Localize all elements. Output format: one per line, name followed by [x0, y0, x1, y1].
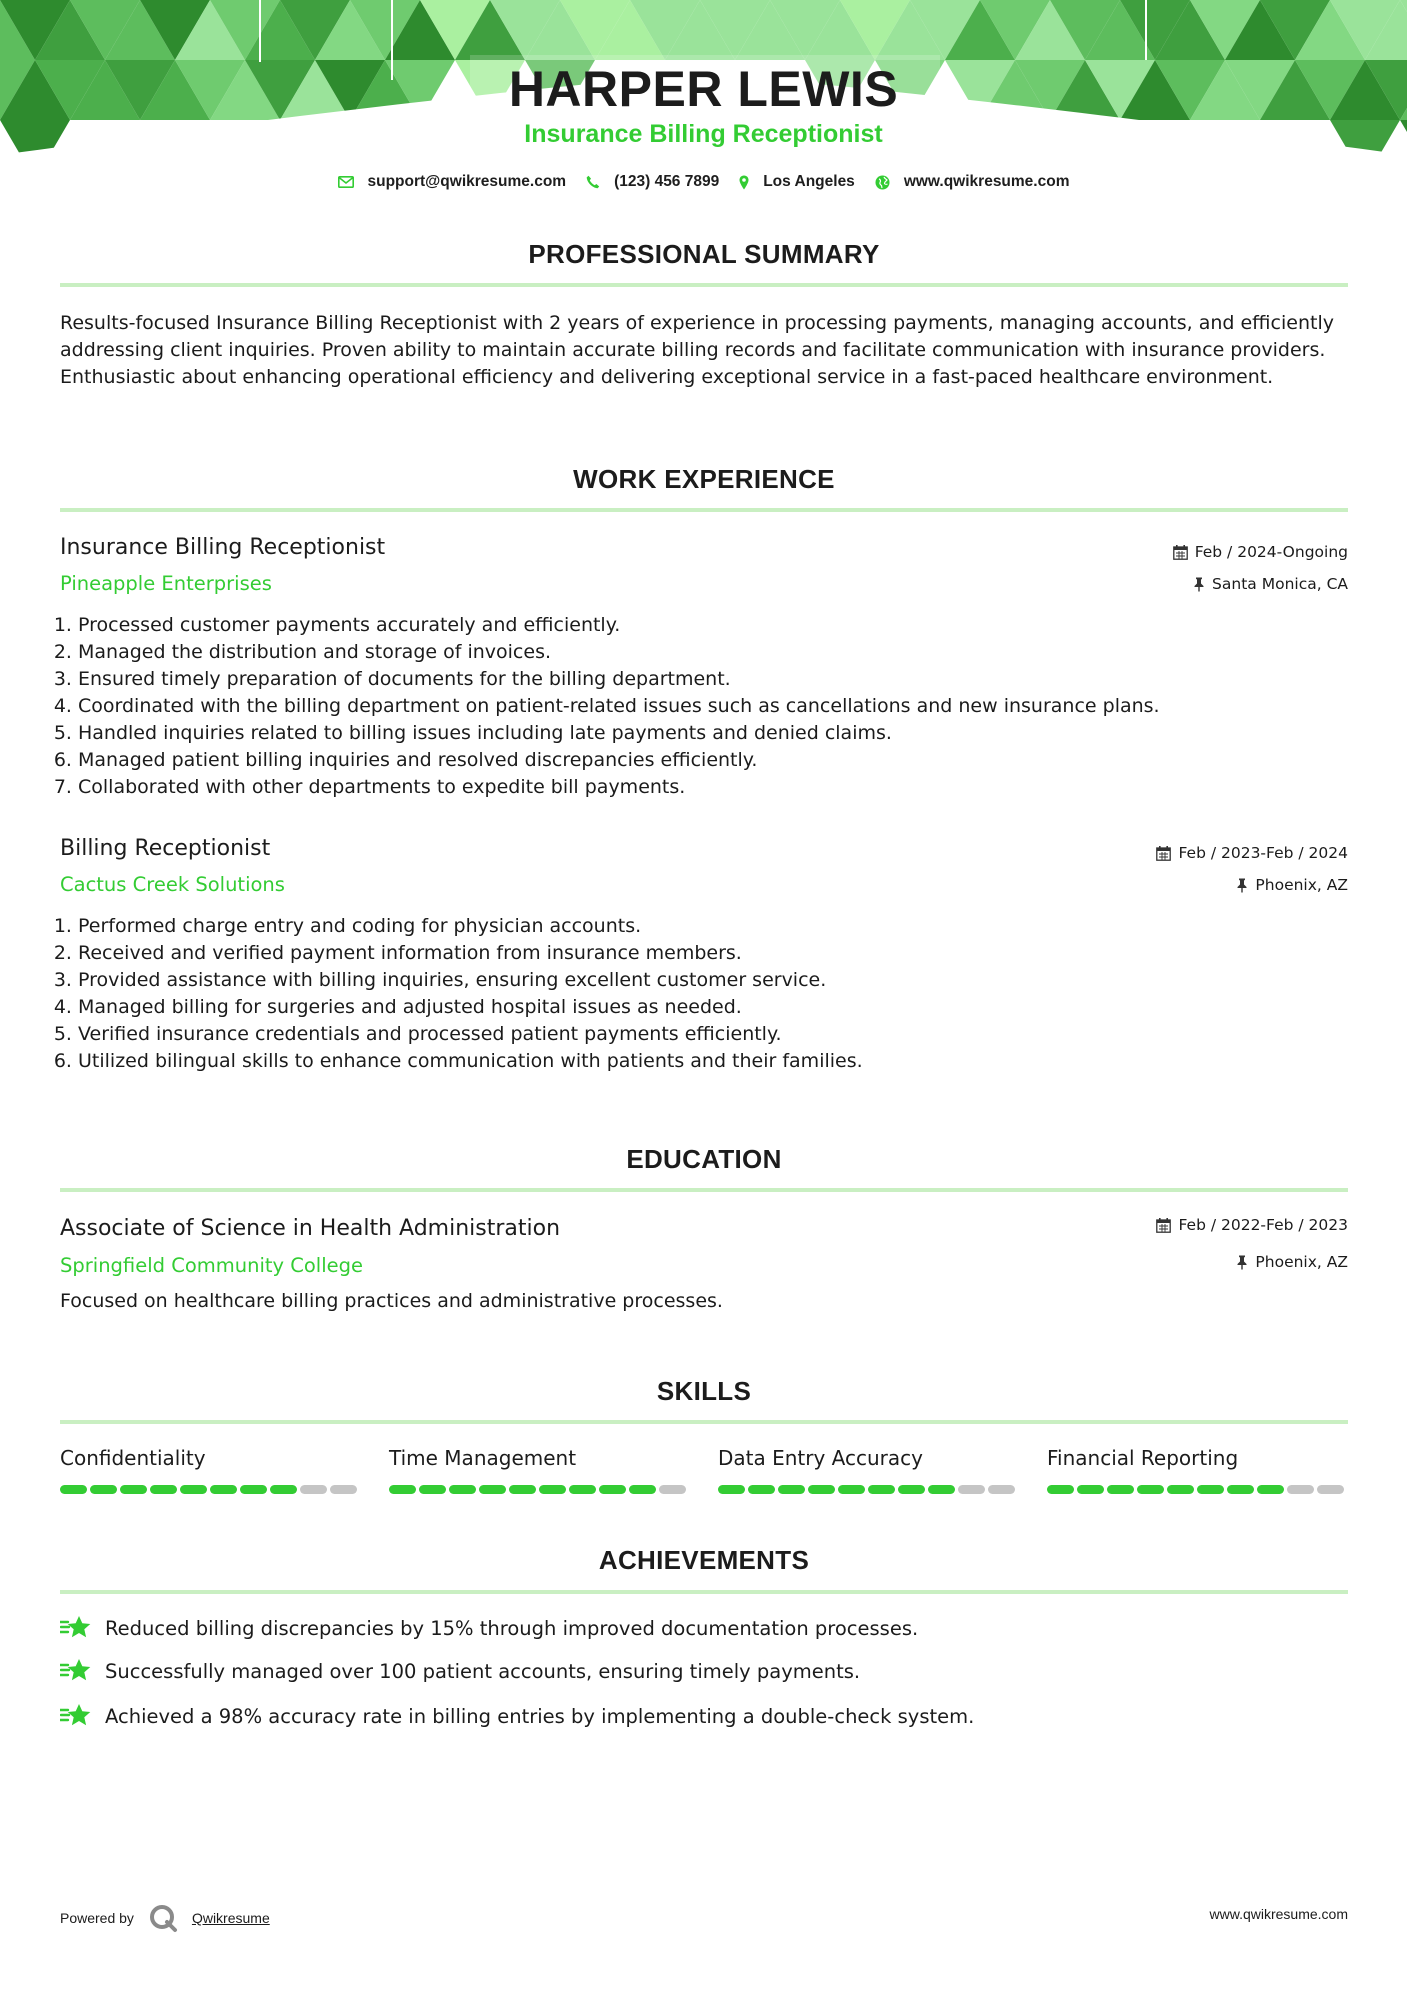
list-item: 3. Provided assistance with billing inquiries, ensuring excellent customer service. — [78, 967, 863, 994]
education-date — [1156, 1216, 1348, 1234]
education-degree: Associate of Science in Health Administration — [60, 1216, 561, 1241]
list-item: 3. Ensured timely preparation of documents for the billing department. — [78, 666, 1160, 693]
skill-level-bar — [718, 1485, 1018, 1494]
skill-level-segment — [928, 1485, 955, 1494]
list-item: 4. Coordinated with the billing department on patient-related issues such as cancellations and new insurance plans. — [78, 693, 1160, 720]
skill-level-segment — [419, 1485, 446, 1494]
contact-email-text: support@qwikresume.com — [367, 173, 567, 190]
summary-text: Results-focused Insurance Billing Receptionist with 2 years of experience in processing payments, managing accounts, and efficiently addressing client inquiries. Proven ability to maintain accurate billing records and facilitate communication with insurance providers. Enthusiastic about enhancing operational efficiency and delivering exceptional service in a fast-paced healthcare environment. — [60, 312, 1334, 388]
contact-location — [739, 173, 855, 191]
skill-level-segment — [1137, 1485, 1164, 1494]
achievement-text: Reduced billing discrepancies by 15% through improved documentation processes. — [105, 1616, 919, 1640]
skill-level-segment — [1287, 1485, 1314, 1494]
skill-level-segment — [90, 1485, 117, 1494]
achievement-text: Successfully managed over 100 patient accounts, ensuring timely payments. — [105, 1659, 861, 1683]
contact-phone[interactable] — [586, 173, 719, 191]
contact-location-text: Los Angeles — [763, 173, 855, 190]
job-location-text: Phoenix, AZ — [1255, 876, 1348, 894]
skill-item — [389, 1446, 689, 1494]
envelope-icon — [338, 176, 354, 188]
skill-level-segment — [1317, 1485, 1344, 1494]
globe-icon — [875, 175, 890, 190]
skill-level-segment — [539, 1485, 566, 1494]
skill-level-segment — [1047, 1485, 1074, 1494]
skill-level-segment — [958, 1485, 985, 1494]
skill-level-bar — [389, 1485, 689, 1494]
skill-level-segment — [1257, 1485, 1284, 1494]
skill-name: Time Management — [389, 1446, 577, 1470]
job-date — [1156, 844, 1348, 862]
skill-level-segment — [1197, 1485, 1224, 1494]
skill-level-segment — [629, 1485, 656, 1494]
education-school: Springfield Community College — [60, 1254, 364, 1277]
skill-level-segment — [718, 1485, 745, 1494]
contact-bar — [0, 173, 1407, 191]
skill-level-segment — [1107, 1485, 1134, 1494]
job-company: Cactus Creek Solutions — [60, 873, 285, 896]
summary-heading: PROFESSIONAL SUMMARY — [528, 239, 880, 269]
summary-divider — [60, 283, 1348, 287]
footer-powered-label: Powered by — [60, 1910, 134, 1926]
skill-level-segment — [150, 1485, 177, 1494]
list-item: 2. Received and verified payment information from insurance members. — [78, 940, 863, 967]
list-item: 5. Verified insurance credentials and processed patient payments efficiently. — [78, 1021, 863, 1048]
skill-level-segment — [748, 1485, 775, 1494]
job-location-text: Santa Monica, CA — [1212, 575, 1348, 593]
skill-level-segment — [509, 1485, 536, 1494]
list-item: 1. Processed customer payments accurately and efficiently. — [78, 612, 1160, 639]
job-date — [1173, 543, 1348, 561]
contact-website-text: www.qwikresume.com — [903, 173, 1070, 190]
skill-level-segment — [270, 1485, 297, 1494]
achievements-divider — [60, 1590, 1348, 1594]
footer-powered-by — [60, 1903, 270, 1933]
skill-level-segment — [868, 1485, 895, 1494]
star-icon — [60, 1702, 93, 1730]
list-item: 2. Managed the distribution and storage of invoices. — [78, 639, 1160, 666]
list-item: 6. Utilized bilingual skills to enhance communication with patients and their families. — [78, 1048, 863, 1075]
qwikresume-logo-icon — [148, 1903, 178, 1933]
skill-level-segment — [180, 1485, 207, 1494]
candidate-role: Insurance Billing Receptionist — [524, 120, 883, 148]
skill-item — [718, 1446, 1018, 1494]
skill-name: Financial Reporting — [1047, 1446, 1239, 1470]
calendar-icon — [1156, 846, 1171, 861]
candidate-name: HARPER LEWIS — [508, 61, 899, 117]
skill-level-segment — [389, 1485, 416, 1494]
skill-level-segment — [1227, 1485, 1254, 1494]
skill-item — [60, 1446, 360, 1494]
job-location — [1193, 575, 1348, 593]
skill-level-segment — [210, 1485, 237, 1494]
phone-icon — [586, 175, 600, 189]
skill-level-segment — [120, 1485, 147, 1494]
skill-level-segment — [988, 1485, 1015, 1494]
skill-level-segment — [659, 1485, 686, 1494]
education-heading: EDUCATION — [626, 1144, 782, 1174]
skill-level-bar — [60, 1485, 360, 1494]
footer-url[interactable]: www.qwikresume.com — [1209, 1906, 1348, 1922]
skills-heading: SKILLS — [656, 1376, 752, 1406]
education-description: Focused on healthcare billing practices and administrative processes. — [60, 1290, 723, 1312]
map-pin-icon — [739, 175, 749, 190]
skill-level-segment — [838, 1485, 865, 1494]
education-location-text: Phoenix, AZ — [1255, 1253, 1348, 1271]
contact-website[interactable] — [875, 173, 1070, 191]
contact-phone-text: (123) 456 7899 — [614, 173, 720, 190]
list-item: 7. Collaborated with other departments to expedite bill payments. — [78, 774, 1160, 801]
achievement-text: Achieved a 98% accuracy rate in billing entries by implementing a double-check system. — [105, 1704, 975, 1728]
job-bullets — [60, 612, 1160, 801]
skill-level-segment — [1167, 1485, 1194, 1494]
skill-level-segment — [60, 1485, 87, 1494]
job-date-text: Feb / 2024-Ongoing — [1194, 543, 1348, 561]
job-location — [1236, 876, 1348, 894]
job-title: Insurance Billing Receptionist — [60, 535, 386, 560]
calendar-icon — [1173, 545, 1188, 560]
skill-name: Confidentiality — [60, 1446, 206, 1470]
skill-level-segment — [330, 1485, 357, 1494]
skill-level-segment — [569, 1485, 596, 1494]
skills-divider — [60, 1420, 1348, 1424]
education-location — [1236, 1253, 1348, 1271]
experience-heading: WORK EXPERIENCE — [573, 464, 835, 494]
job-title: Billing Receptionist — [60, 836, 271, 861]
skill-level-segment — [778, 1485, 805, 1494]
skill-level-segment — [808, 1485, 835, 1494]
star-icon — [60, 1657, 93, 1685]
list-item: 5. Handled inquiries related to billing issues including late payments and denied claims. — [78, 720, 1160, 747]
skill-item — [1047, 1446, 1347, 1494]
job-company: Pineapple Enterprises — [60, 572, 272, 595]
job-bullets — [60, 913, 863, 1075]
pushpin-icon — [1236, 878, 1248, 893]
achievement-item — [60, 1657, 860, 1685]
pushpin-icon — [1236, 1255, 1248, 1270]
star-icon — [60, 1614, 93, 1642]
achievements-heading: ACHIEVEMENTS — [598, 1545, 810, 1575]
contact-email[interactable] — [338, 173, 567, 191]
calendar-icon — [1156, 1218, 1171, 1233]
skill-level-segment — [898, 1485, 925, 1494]
list-item: 4. Managed billing for surgeries and adjusted hospital issues as needed. — [78, 994, 863, 1021]
experience-divider — [60, 508, 1348, 512]
footer-brand-link[interactable]: Qwikresume — [191, 1910, 270, 1926]
skill-level-segment — [449, 1485, 476, 1494]
job-date-text: Feb / 2023-Feb / 2024 — [1178, 844, 1348, 862]
education-divider — [60, 1188, 1348, 1192]
skill-name: Data Entry Accuracy — [718, 1446, 923, 1470]
skill-level-segment — [240, 1485, 267, 1494]
list-item: 6. Managed patient billing inquiries and resolved discrepancies efficiently. — [78, 747, 1160, 774]
education-date-text: Feb / 2022-Feb / 2023 — [1178, 1216, 1348, 1234]
achievement-item — [60, 1614, 918, 1642]
list-item: 1. Performed charge entry and coding for physician accounts. — [78, 913, 863, 940]
skill-level-segment — [300, 1485, 327, 1494]
skill-level-segment — [599, 1485, 626, 1494]
skill-level-bar — [1047, 1485, 1347, 1494]
pushpin-icon — [1193, 577, 1205, 592]
skill-level-segment — [1077, 1485, 1104, 1494]
achievement-item — [60, 1702, 974, 1730]
skill-level-segment — [479, 1485, 506, 1494]
